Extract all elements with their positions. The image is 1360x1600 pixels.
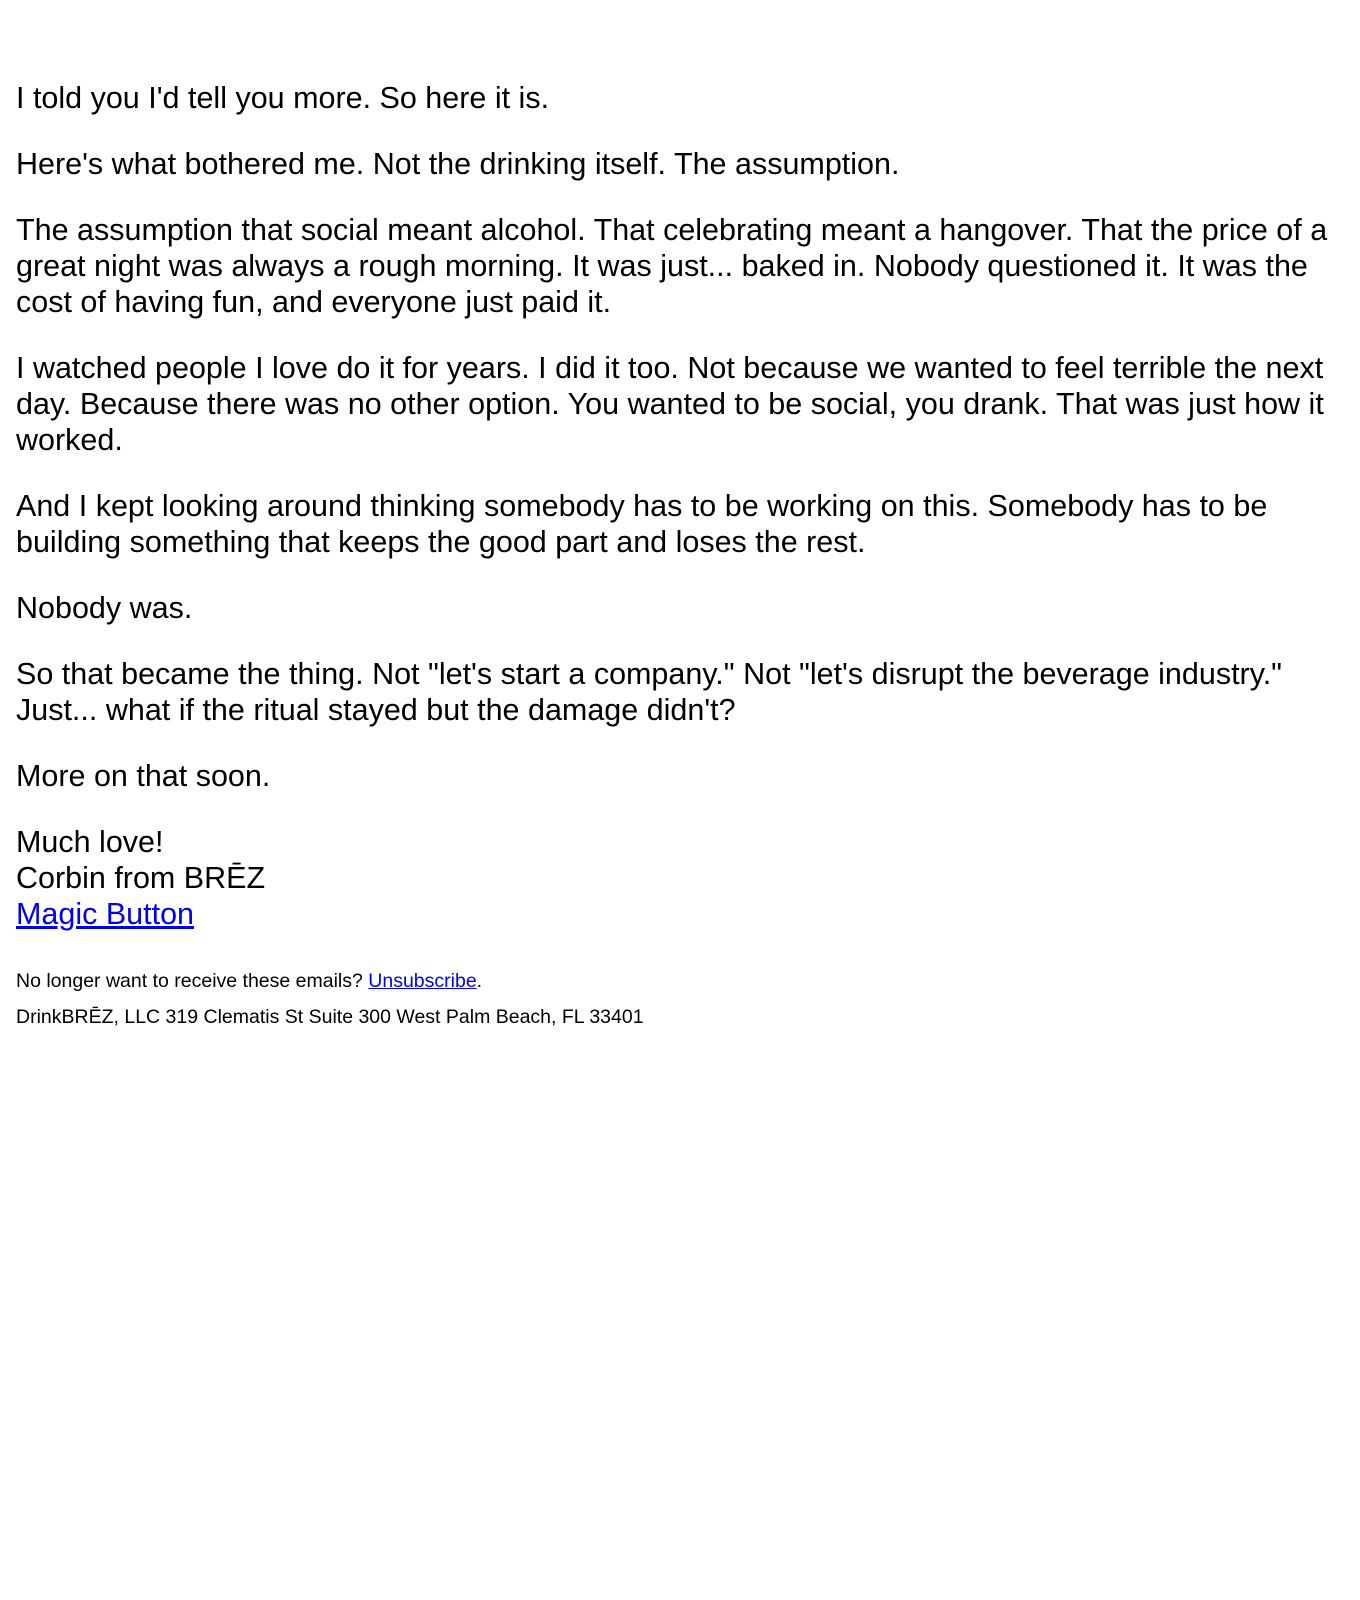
email-body bbox=[16, 80, 1346, 1042]
paragraph: Nobody was. bbox=[16, 591, 193, 625]
closing-line: Much love! bbox=[16, 825, 164, 859]
unsubscribe-link[interactable]: Unsubscribe bbox=[368, 970, 477, 992]
magic-button-link[interactable]: Magic Button bbox=[16, 897, 195, 931]
paragraph: So that became the thing. Not "let's start a company." Not "let's disrupt the beverage industry." Just... what if the ritual stayed but the damage didn't? bbox=[16, 657, 1282, 727]
paragraph: The assumption that social meant alcohol. That celebrating meant a hangover. That the price of a great night was always a rough morning. It was just... baked in. Nobody questioned it. It was the cost of having fun, and everyone just paid it. bbox=[16, 213, 1328, 319]
signoff bbox=[16, 824, 1346, 932]
paragraph: And I kept looking around thinking somebody has to be working on this. Somebody has to be building something that keeps the good part and loses the rest. bbox=[16, 489, 1268, 559]
signature-line: Corbin from BRĒZ bbox=[16, 861, 266, 895]
paragraph: More on that soon. bbox=[16, 759, 271, 793]
paragraph: I watched people I love do it for years. I did it too. Not because we wanted to feel terrible the next day. Because there was no other option. You wanted to be social, you drank. That was just how it worked. bbox=[16, 351, 1324, 457]
unsubscribe-period: . bbox=[476, 970, 483, 992]
paragraph: I told you I'd tell you more. So here it is. bbox=[16, 81, 550, 115]
paragraph: Here's what bothered me. Not the drinking itself. The assumption. bbox=[16, 147, 900, 181]
company-address: DrinkBRĒZ, LLC 319 Clematis St Suite 300 West Palm Beach, FL 33401 bbox=[16, 1006, 644, 1028]
unsubscribe-line bbox=[16, 970, 1346, 993]
unsubscribe-prompt: No longer want to receive these emails? bbox=[16, 970, 363, 992]
email-footer bbox=[16, 970, 1346, 1029]
